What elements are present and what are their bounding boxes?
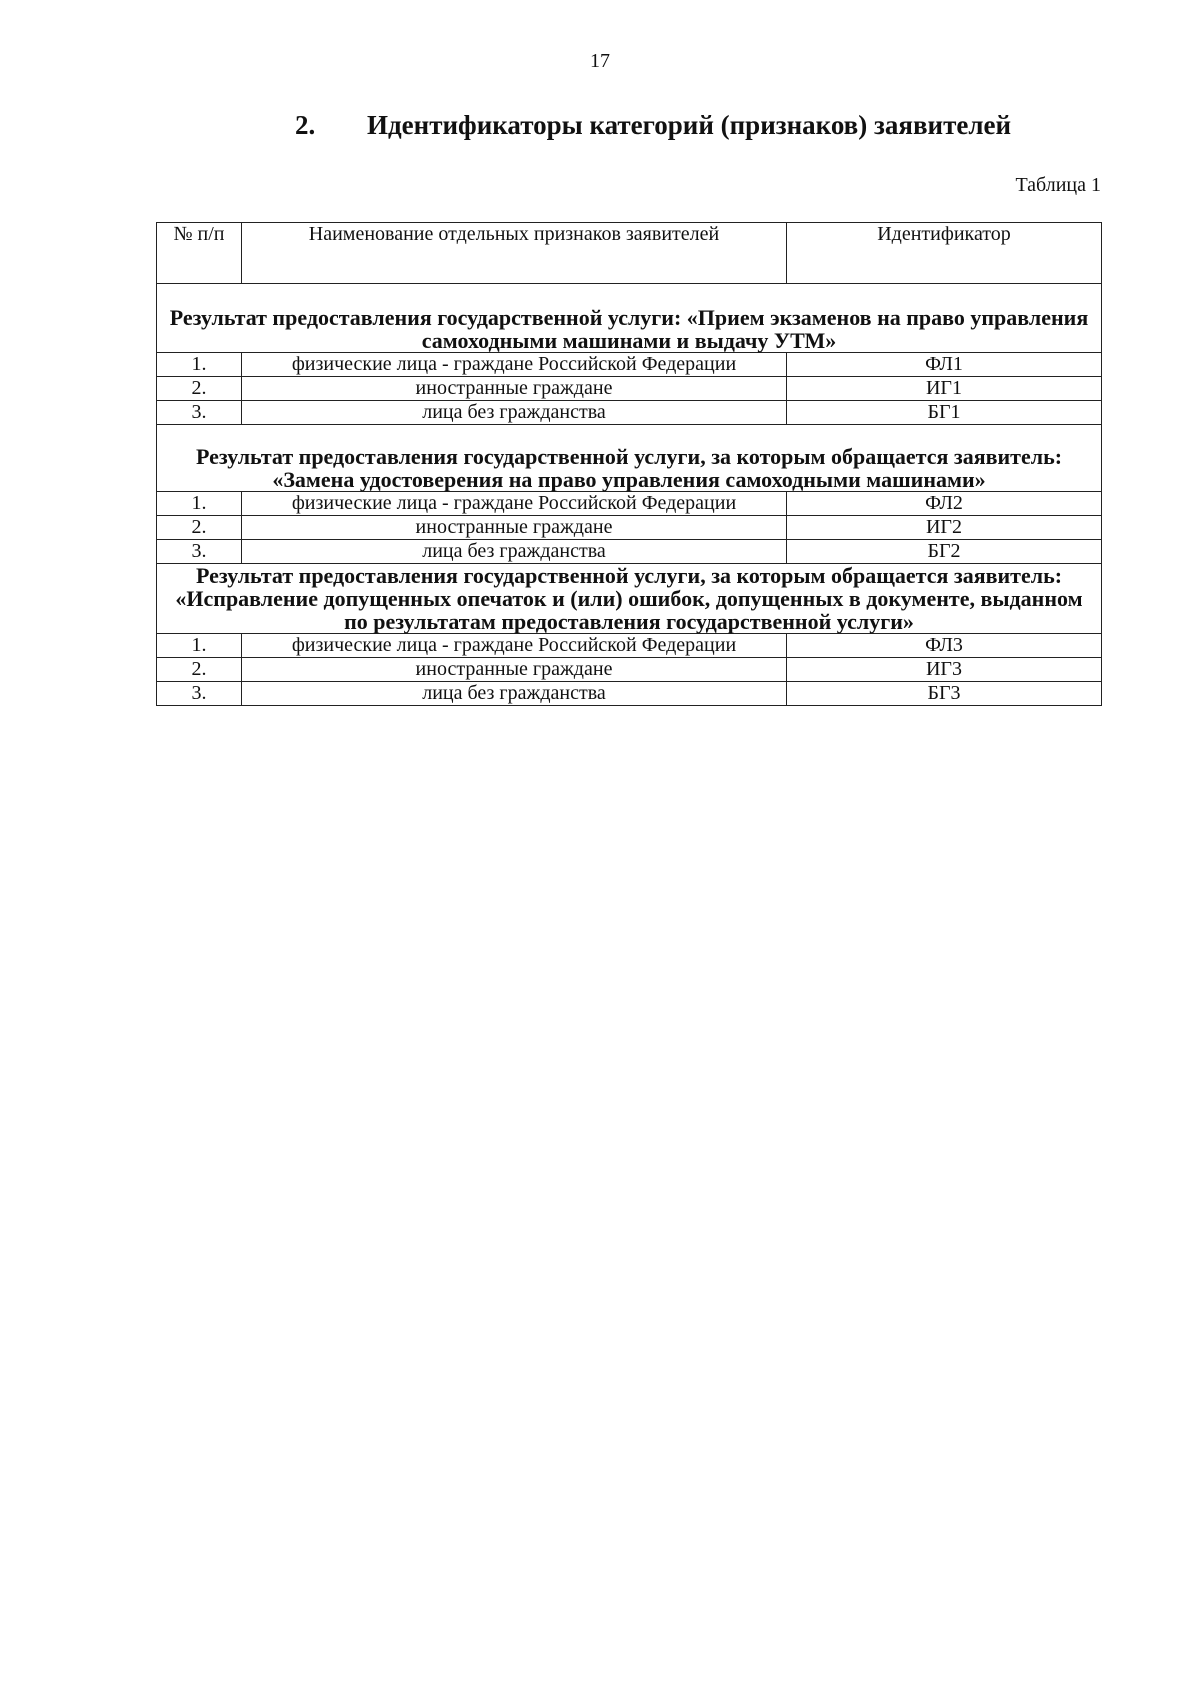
section-heading	[295, 110, 1011, 141]
row-identifier: ИГ1	[787, 377, 1102, 401]
section-row	[157, 284, 1102, 353]
row-name: физические лица - граждане Российской Федерации	[242, 353, 787, 377]
header-name: Наименование отдельных признаков заявителей	[242, 223, 787, 284]
row-identifier: ФЛ1	[787, 353, 1102, 377]
row-identifier: БГ1	[787, 401, 1102, 425]
section-title-3: Результат предоставления государственной услуги, за которым обращается заявитель: «Исправление допущенных опечаток и (или) ошибок, допущенных в документе, выданном по результатам предоставления государственной услуги»	[157, 564, 1102, 634]
row-name: физические лица - граждане Российской Федерации	[242, 492, 787, 516]
row-name: иностранные граждане	[242, 377, 787, 401]
row-name: лица без гражданства	[242, 540, 787, 564]
table-row	[157, 658, 1102, 682]
identifiers-table	[156, 222, 1102, 706]
row-num: 2.	[157, 658, 242, 682]
table-caption: Таблица 1	[1015, 174, 1101, 196]
header-num: № п/п	[157, 223, 242, 284]
row-identifier: ИГ2	[787, 516, 1102, 540]
table-row	[157, 353, 1102, 377]
table-row	[157, 516, 1102, 540]
row-name: лица без гражданства	[242, 401, 787, 425]
table-row	[157, 682, 1102, 706]
row-name: физические лица - граждане Российской Федерации	[242, 634, 787, 658]
row-identifier: ФЛ2	[787, 492, 1102, 516]
row-num: 2.	[157, 516, 242, 540]
section-number: 2.	[295, 110, 316, 140]
row-num: 1.	[157, 353, 242, 377]
row-num: 3.	[157, 540, 242, 564]
row-name: иностранные граждане	[242, 658, 787, 682]
header-identifier: Идентификатор	[787, 223, 1102, 284]
row-num: 3.	[157, 682, 242, 706]
row-identifier: ИГ3	[787, 658, 1102, 682]
row-num: 3.	[157, 401, 242, 425]
row-name: иностранные граждане	[242, 516, 787, 540]
table-row	[157, 492, 1102, 516]
row-identifier: БГ3	[787, 682, 1102, 706]
table-row	[157, 401, 1102, 425]
row-identifier: БГ2	[787, 540, 1102, 564]
row-identifier: ФЛ3	[787, 634, 1102, 658]
section-title-2: Результат предоставления государственной услуги, за которым обращается заявитель: «Замена удостоверения на право управления самоходными машинами»	[157, 425, 1102, 492]
page-number: 17	[590, 50, 610, 72]
section-row	[157, 564, 1102, 634]
table-row	[157, 377, 1102, 401]
row-num: 1.	[157, 634, 242, 658]
section-title: Идентификаторы категорий (признаков) заявителей	[367, 110, 1012, 140]
row-num: 2.	[157, 377, 242, 401]
table-row	[157, 634, 1102, 658]
section-row	[157, 425, 1102, 492]
table-row	[157, 540, 1102, 564]
section-title-1: Результат предоставления государственной услуги: «Прием экзаменов на право управления самоходными машинами и выдачу УТМ»	[157, 284, 1102, 353]
table-header-row	[157, 223, 1102, 284]
row-num: 1.	[157, 492, 242, 516]
row-name: лица без гражданства	[242, 682, 787, 706]
